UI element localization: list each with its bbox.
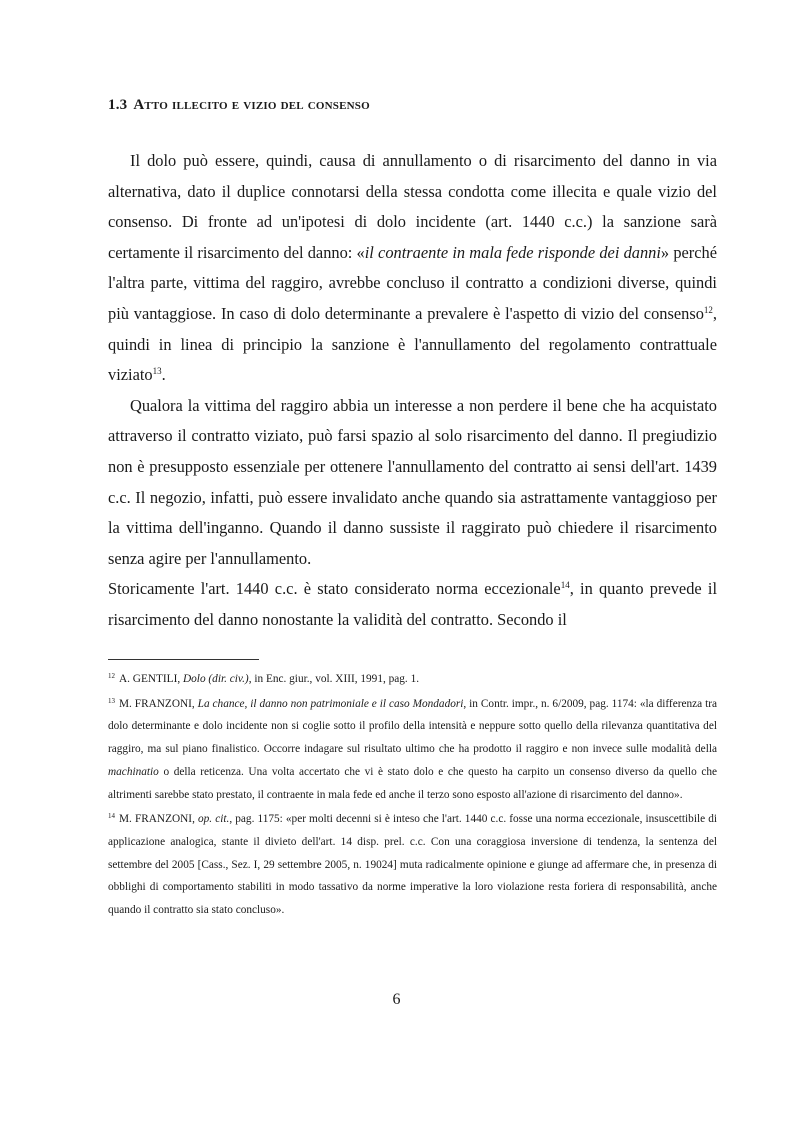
footnote-number: 12	[108, 672, 115, 680]
section-heading	[108, 97, 370, 114]
footnote-number: 14	[108, 812, 115, 821]
footnote	[108, 808, 717, 922]
italic-text: Dolo (dir. civ.)	[183, 673, 249, 685]
text-run: M. FRANZONI,	[119, 813, 198, 826]
body-text	[108, 146, 717, 636]
footnote-ref: 13	[152, 366, 162, 377]
italic-text: La chance, il danno non patrimoniale e il caso Mondadori	[197, 697, 464, 710]
footnote-ref: 14	[560, 580, 570, 591]
text-run: A. GENTILI,	[119, 673, 183, 685]
footnote	[108, 693, 717, 807]
footnote	[108, 668, 717, 691]
section-number: 1.3	[108, 97, 128, 113]
footnotes	[108, 668, 717, 924]
text-run: » perché l'altra parte, vittima del raggiro, avrebbe concluso il contratto a condizioni diverse, quindi più vantaggiose. In caso di dolo determinante a prevalere è l'aspetto di vizio del consenso	[108, 242, 717, 323]
italic-text: il contraente in mala fede risponde dei danni	[364, 242, 661, 262]
text-run: , pag. 1175: «per molti decenni si è inteso che l'art. 1440 c.c. fosse una norma eccezionale, insuscettibile di applicazione analogica, stante il divieto dell'art. 14 disp. prel. c.c. Con una coraggiosa inversione di tendenza, la sentenza del settembre del 2005 [Cass., Sez. I, 29 settembre 2005, n. 19024] muta radicalmente opinione e giunge ad affermare che, in presenza di obblighi di comportamento stabiliti in modo tassativo da norme imperative la loro violazione resta foriera di responsabilità, anche quando il contratto sia stato concluso».	[108, 813, 718, 917]
italic-text: machinatio	[108, 765, 159, 778]
paragraph	[108, 146, 717, 391]
text-run: , in Contr. impr., n. 6/2009, pag. 1174: «la differenza tra dolo determinante e dolo incidente non si coglie sotto il profilo della intensità e neppure sotto quello della rilevanza quantitativa del raggiro, ma sul piano finalistico. Occorre indagare sul risultato ultimo che ha prodotto il raggiro e non invece sulle modalità della	[108, 697, 717, 756]
footnote-ref: 12	[703, 304, 713, 315]
text-run: M. FRANZONI,	[119, 697, 198, 710]
text-run: .	[161, 365, 166, 385]
section-title: Atto illecito e vizio del consenso	[133, 97, 370, 113]
text-run: o della reticenza. Una volta accertato che vi è stato dolo e che questo ha carpito un consenso diverso da quello che altrimenti sarebbe stato prestato, il contraente in mala fede ed anche il terzo sono esposto all'azione di risarcimento del danno».	[108, 765, 717, 801]
footnote-text	[119, 673, 419, 685]
text-run: , quindi in linea di principio la sanzione è l'annullamento del regolamento contrattuale viziato	[108, 303, 717, 385]
footnote-text	[108, 813, 717, 916]
text-run: , in Enc. giur., vol. XIII, 1991, pag. 1.	[248, 673, 420, 685]
text-run: , in quanto prevede il risarcimento del danno nonostante la validità del contratto. Secondo il	[108, 579, 717, 629]
page-number: 6	[392, 991, 401, 1008]
footnote-text	[108, 698, 717, 801]
paragraph	[108, 391, 717, 575]
paragraph	[108, 574, 717, 635]
text-run: Il dolo può essere, quindi, causa di annullamento o di risarcimento del danno in via alternativa, dato il duplice connotarsi della stessa condotta come illecita e quale vizio del consenso. Di fronte ad un'ipotesi di dolo incidente (art. 1440 c.c.) la sanzione sarà certamente il risarcimento del danno: «	[108, 151, 717, 262]
text-run: Storicamente l'art. 1440 c.c. è stato considerato norma eccezionale	[108, 579, 561, 599]
footnote-number: 13	[108, 696, 115, 705]
italic-text: op. cit.	[198, 813, 230, 826]
text-run: Qualora la vittima del raggiro abbia un interesse a non perdere il bene che ha acquistato attraverso il contratto viziato, può farsi spazio al solo risarcimento del danno. Il pregiudizio non è presupposto essenziale per ottenere l'annullamento del contratto ai sensi dell'art. 1439 c.c. Il negozio, infatti, può essere invalidato anche quando sia astrattamente vantaggioso per la vittima dell'inganno. Quando il danno sussiste il raggirato può chiedere il risarcimento senza agire per l'annullamento.	[108, 395, 717, 568]
footnote-separator	[108, 659, 259, 660]
